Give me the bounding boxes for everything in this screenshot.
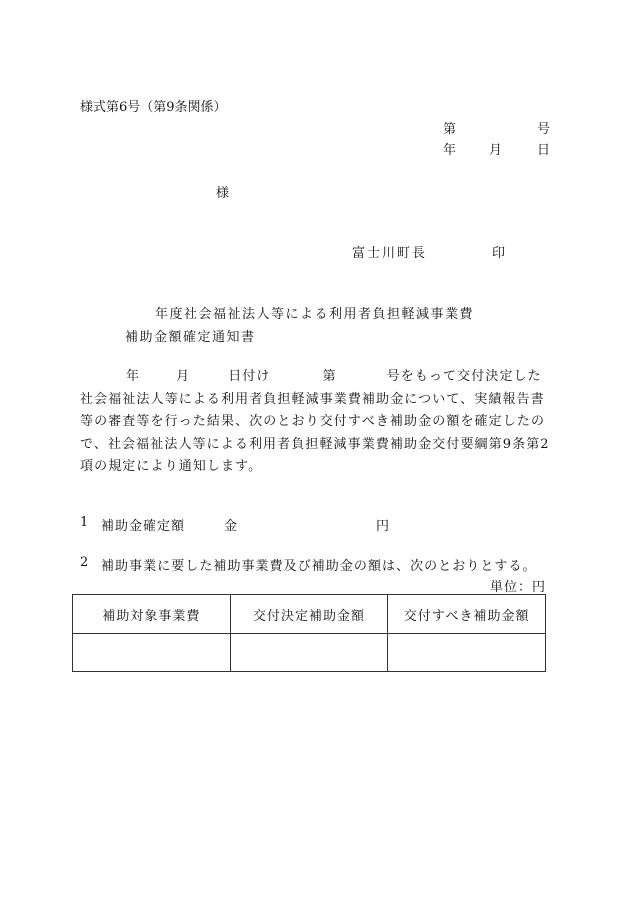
body-tsuki: 月	[176, 369, 191, 384]
item1-yen: 円	[376, 519, 390, 534]
doc-number-dai: 第	[443, 122, 457, 137]
item1-label: 補助金確定額	[101, 519, 186, 534]
date-nen: 年	[443, 143, 457, 158]
table-cell	[230, 634, 388, 672]
item1-kin: 金	[224, 519, 238, 534]
table-row	[73, 634, 546, 672]
date-hi: 日	[537, 143, 551, 158]
doc-number-go: 号	[537, 122, 551, 137]
item2-number: 2	[80, 555, 89, 570]
item2-text: 補助事業に要した補助事業費及び補助金の額は、次のとおりとする。	[101, 559, 537, 574]
table-header-row	[73, 595, 546, 634]
form-number: 様式第6号（第9条関係）	[80, 100, 227, 115]
header-decided-amount: 交付決定補助金額	[230, 595, 388, 634]
body-nen: 年	[126, 369, 141, 384]
header-target-cost: 補助対象事業費	[73, 595, 231, 634]
unit-label: 単位：円	[490, 580, 547, 595]
seal-mark: 印	[492, 246, 506, 261]
amount-table	[72, 594, 546, 672]
document-title-line1: 年度社会福祉法人等による利用者負担軽減事業費	[155, 307, 475, 322]
body-paragraph	[80, 366, 552, 479]
body-dai: 第	[322, 369, 337, 384]
header-payable-amount: 交付すべき補助金額	[388, 595, 546, 634]
sender-name: 富士川町長	[352, 246, 428, 261]
table-cell	[73, 634, 231, 672]
body-text: 号をもって交付決定した社会福祉法人等による利用者負担軽減事業費補助金について、実績報告書等の審査等を行った結果、次のとおり交付すべき補助金の額を確定したので、社会福祉法人等による利用者負担軽減事業費補助金交付要綱第9条第2項の規定により通知します。	[80, 369, 550, 474]
addressee-sama: 様	[216, 186, 230, 201]
document-title-line2: 補助金額確定通知書	[125, 330, 256, 345]
table-cell	[388, 634, 546, 672]
date-tsuki: 月	[489, 143, 503, 158]
body-hizuke: 日付け	[228, 369, 271, 384]
item1-number: 1	[80, 515, 89, 530]
